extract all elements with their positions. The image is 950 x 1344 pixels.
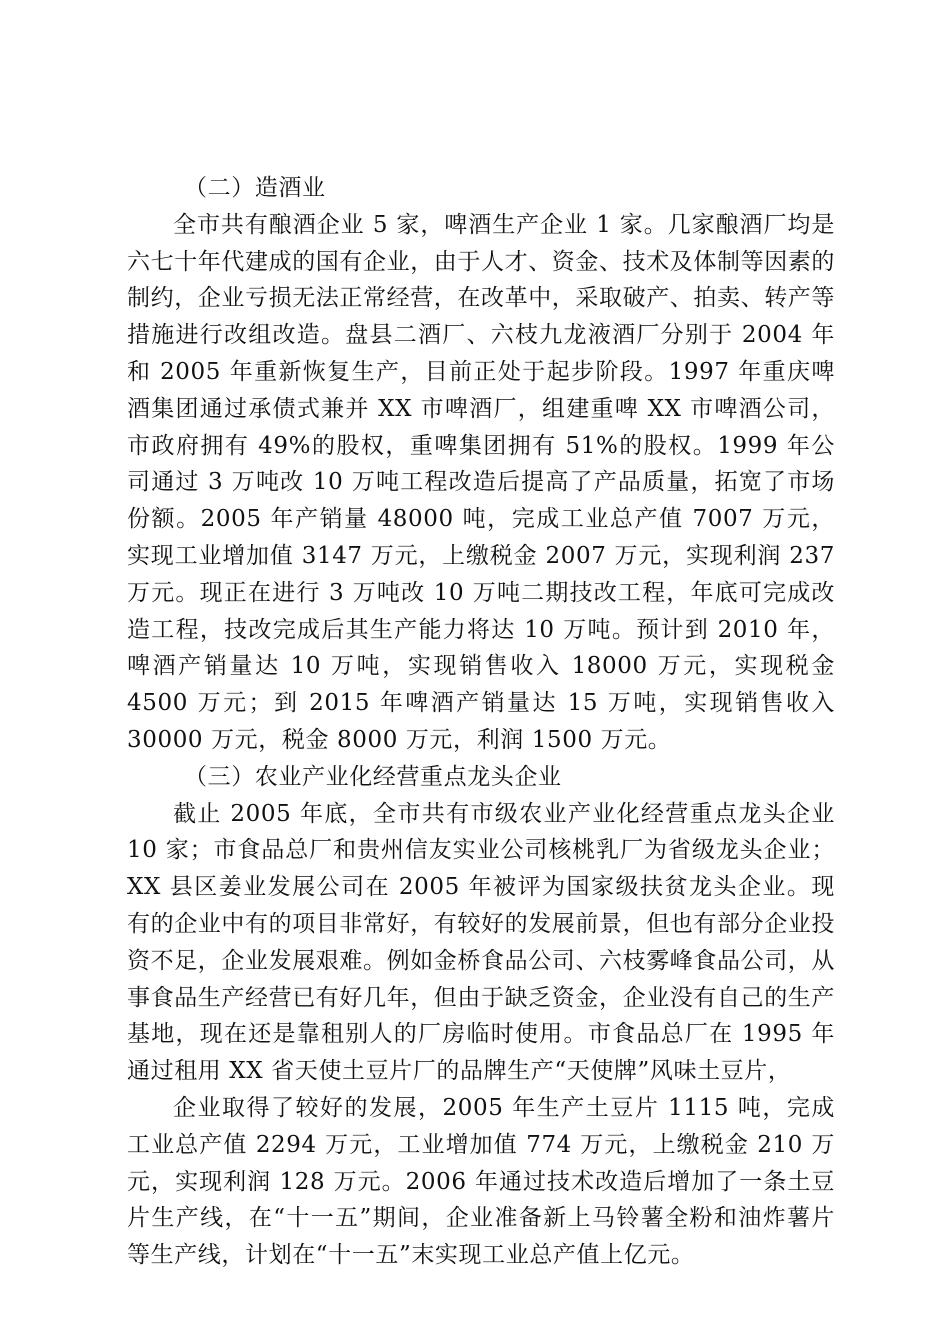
paragraph-brewing: 全市共有酿酒企业 5 家，啤酒生产企业 1 家。几家酿酒厂均是六七十年代建成的国有企业，由于人才、资金、技术及体制等因素的制约，企业亏损无法正常经营，在改革中，采取破产、拍卖、转产等措施进行改组改造。盘县二酒厂、六枝九龙液酒厂分别于 2004 年和 2005 年重新恢复生产，目前正处于起步阶段。1997 年重庆啤酒集团通过承债式兼并 XX 市啤酒厂，组建重啤 XX 市啤酒公司，市政府拥有 49%的股权，重啤集团拥有 51%的股权。1999 年公司通过 3 万吨改 10 万吨工程改造后提高了产品质量，拓宽了市场份额。2005 年产销量 48000 吨，完成工业总产值 7007 万元，实现工业增加值 3147 万元，上缴税金 2007 万元，实现利润 237 万元。现正在进行 3 万吨改 10 万吨二期技改工程，年底可完成改造工程，技改完成后其生产能力将达 10 万吨。预计到 2010 年，啤酒产销量达 10 万吨，实现销售收入 18000 万元，实现税金 4500 万元；到 2015 年啤酒产销量达 15 万吨，实现销售收入 30000 万元，税金 8000 万元，利润 1500 万元。 — [127, 211, 835, 753]
section-heading-brewing: （二）造酒业 — [184, 175, 326, 201]
document-body — [127, 170, 835, 1274]
paragraph-food-factory: 企业取得了较好的发展，2005 年生产土豆片 1115 吨，完成工业总产值 2294 万元，工业增加值 774 万元，上缴税金 210 万元，实现利润 128 万元。2006 年通过技术改造后增加了一条土豆片生产线，在“十一五”期间，企业准备新上马铃薯全粉和油炸薯片等生产线，计划在“十一五”末实现工业总产值上亿元。 — [127, 1094, 835, 1269]
section-heading-agri-enterprises: （三）农业产业化经营重点龙头企业 — [184, 763, 562, 790]
paragraph-agri-enterprises: 截止 2005 年底，全市共有市级农业产业化经营重点龙头企业 10 家；市食品总厂和贵州信友实业公司核桃乳厂为省级龙头企业；XX 县区姜业发展公司在 2005 年被评为国家级扶贫龙头企业。现有的企业中有的项目非常好，有较好的发展前景，但也有部分企业投资不足，企业发展艰难。例如金桥食品公司、六枝雾峰食品公司，从事食品生产经营已有好几年，但由于缺乏资金，企业没有自己的生产基地，现在还是靠租别人的厂房临时使用。市食品总厂在 1995 年通过租用 XX 省天使土豆片厂的品牌生产“天使牌”风味土豆片， — [127, 800, 835, 1085]
